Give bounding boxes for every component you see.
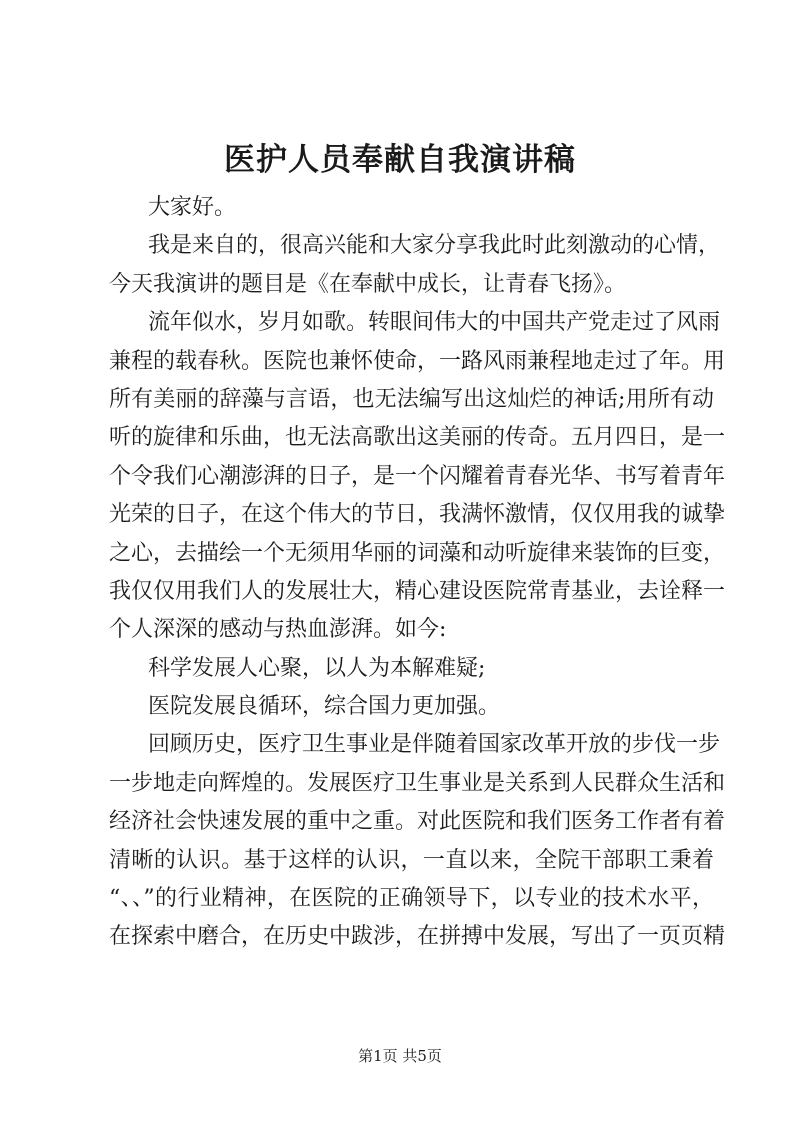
text-line: 回顾历史，医疗卫生事业是伴随着国家改革开放的步伐一步 [148,732,721,758]
text-line: 一步地走向辉煌的。发展医疗卫生事业是关系到人民群众生活和 [109,770,726,796]
text-line: 科学发展人心聚，以人为本解难疑; [148,655,486,681]
text-line: 光荣的日子，在这个伟大的节日，我满怀激情，仅仅用我的诚挚 [109,502,726,528]
text-line: 大家好。 [148,195,237,220]
text-line: 在探索中磨合，在历史中跋涉，在拼搏中发展，写出了一页页精 [109,924,726,950]
page-indicator: 第1页 共5页 [358,1047,442,1065]
document-body [109,189,726,957]
text-line: 之心，去描绘一个无须用华丽的词藻和动听旋律来装饰的巨变， [109,540,726,566]
text-line: 兼程的载春秋。医院也兼怀使命，一路风雨兼程地走过了年。用 [109,348,726,374]
text-line: 我仅仅用我们人的发展壮大，精心建设医院常青基业，去诠释一 [109,578,726,604]
text-line: 我是来自的，很高兴能和大家分享我此时此刻激动的心情， [148,233,721,259]
text-line: 医院发展良循环，综合国力更加强。 [148,694,501,720]
text-line: 听的旋律和乐曲，也无法高歌出这美丽的传奇。五月四日，是一 [109,425,726,451]
document-title: 医护人员奉献自我演讲稿 [224,142,576,178]
page-footer [0,1046,800,1066]
text-line: 今天我演讲的题目是《在奉献中成长，让青春飞扬》。 [109,271,627,297]
text-line: 清晰的认识。基于这样的认识，一直以来，全院干部职工秉着 [109,847,714,873]
text-line: “、、”的行业精神，在医院的正确领导下，以专业的技术水平， [109,886,714,912]
text-line: 个令我们心潮澎湃的日子，是一个闪耀着青春光华、书写着青年 [109,463,726,489]
text-line: 流年似水，岁月如歌。转眼间伟大的中国共产党走过了风雨 [148,310,721,336]
text-line: 个人深深的感动与热血澎湃。如今: [109,617,447,643]
text-line: 所有美丽的辞藻与言语，也无法编写出这灿烂的神话;用所有动 [109,386,714,412]
text-line: 经济社会快速发展的重中之重。对此医院和我们医务工作者有着 [109,809,726,835]
